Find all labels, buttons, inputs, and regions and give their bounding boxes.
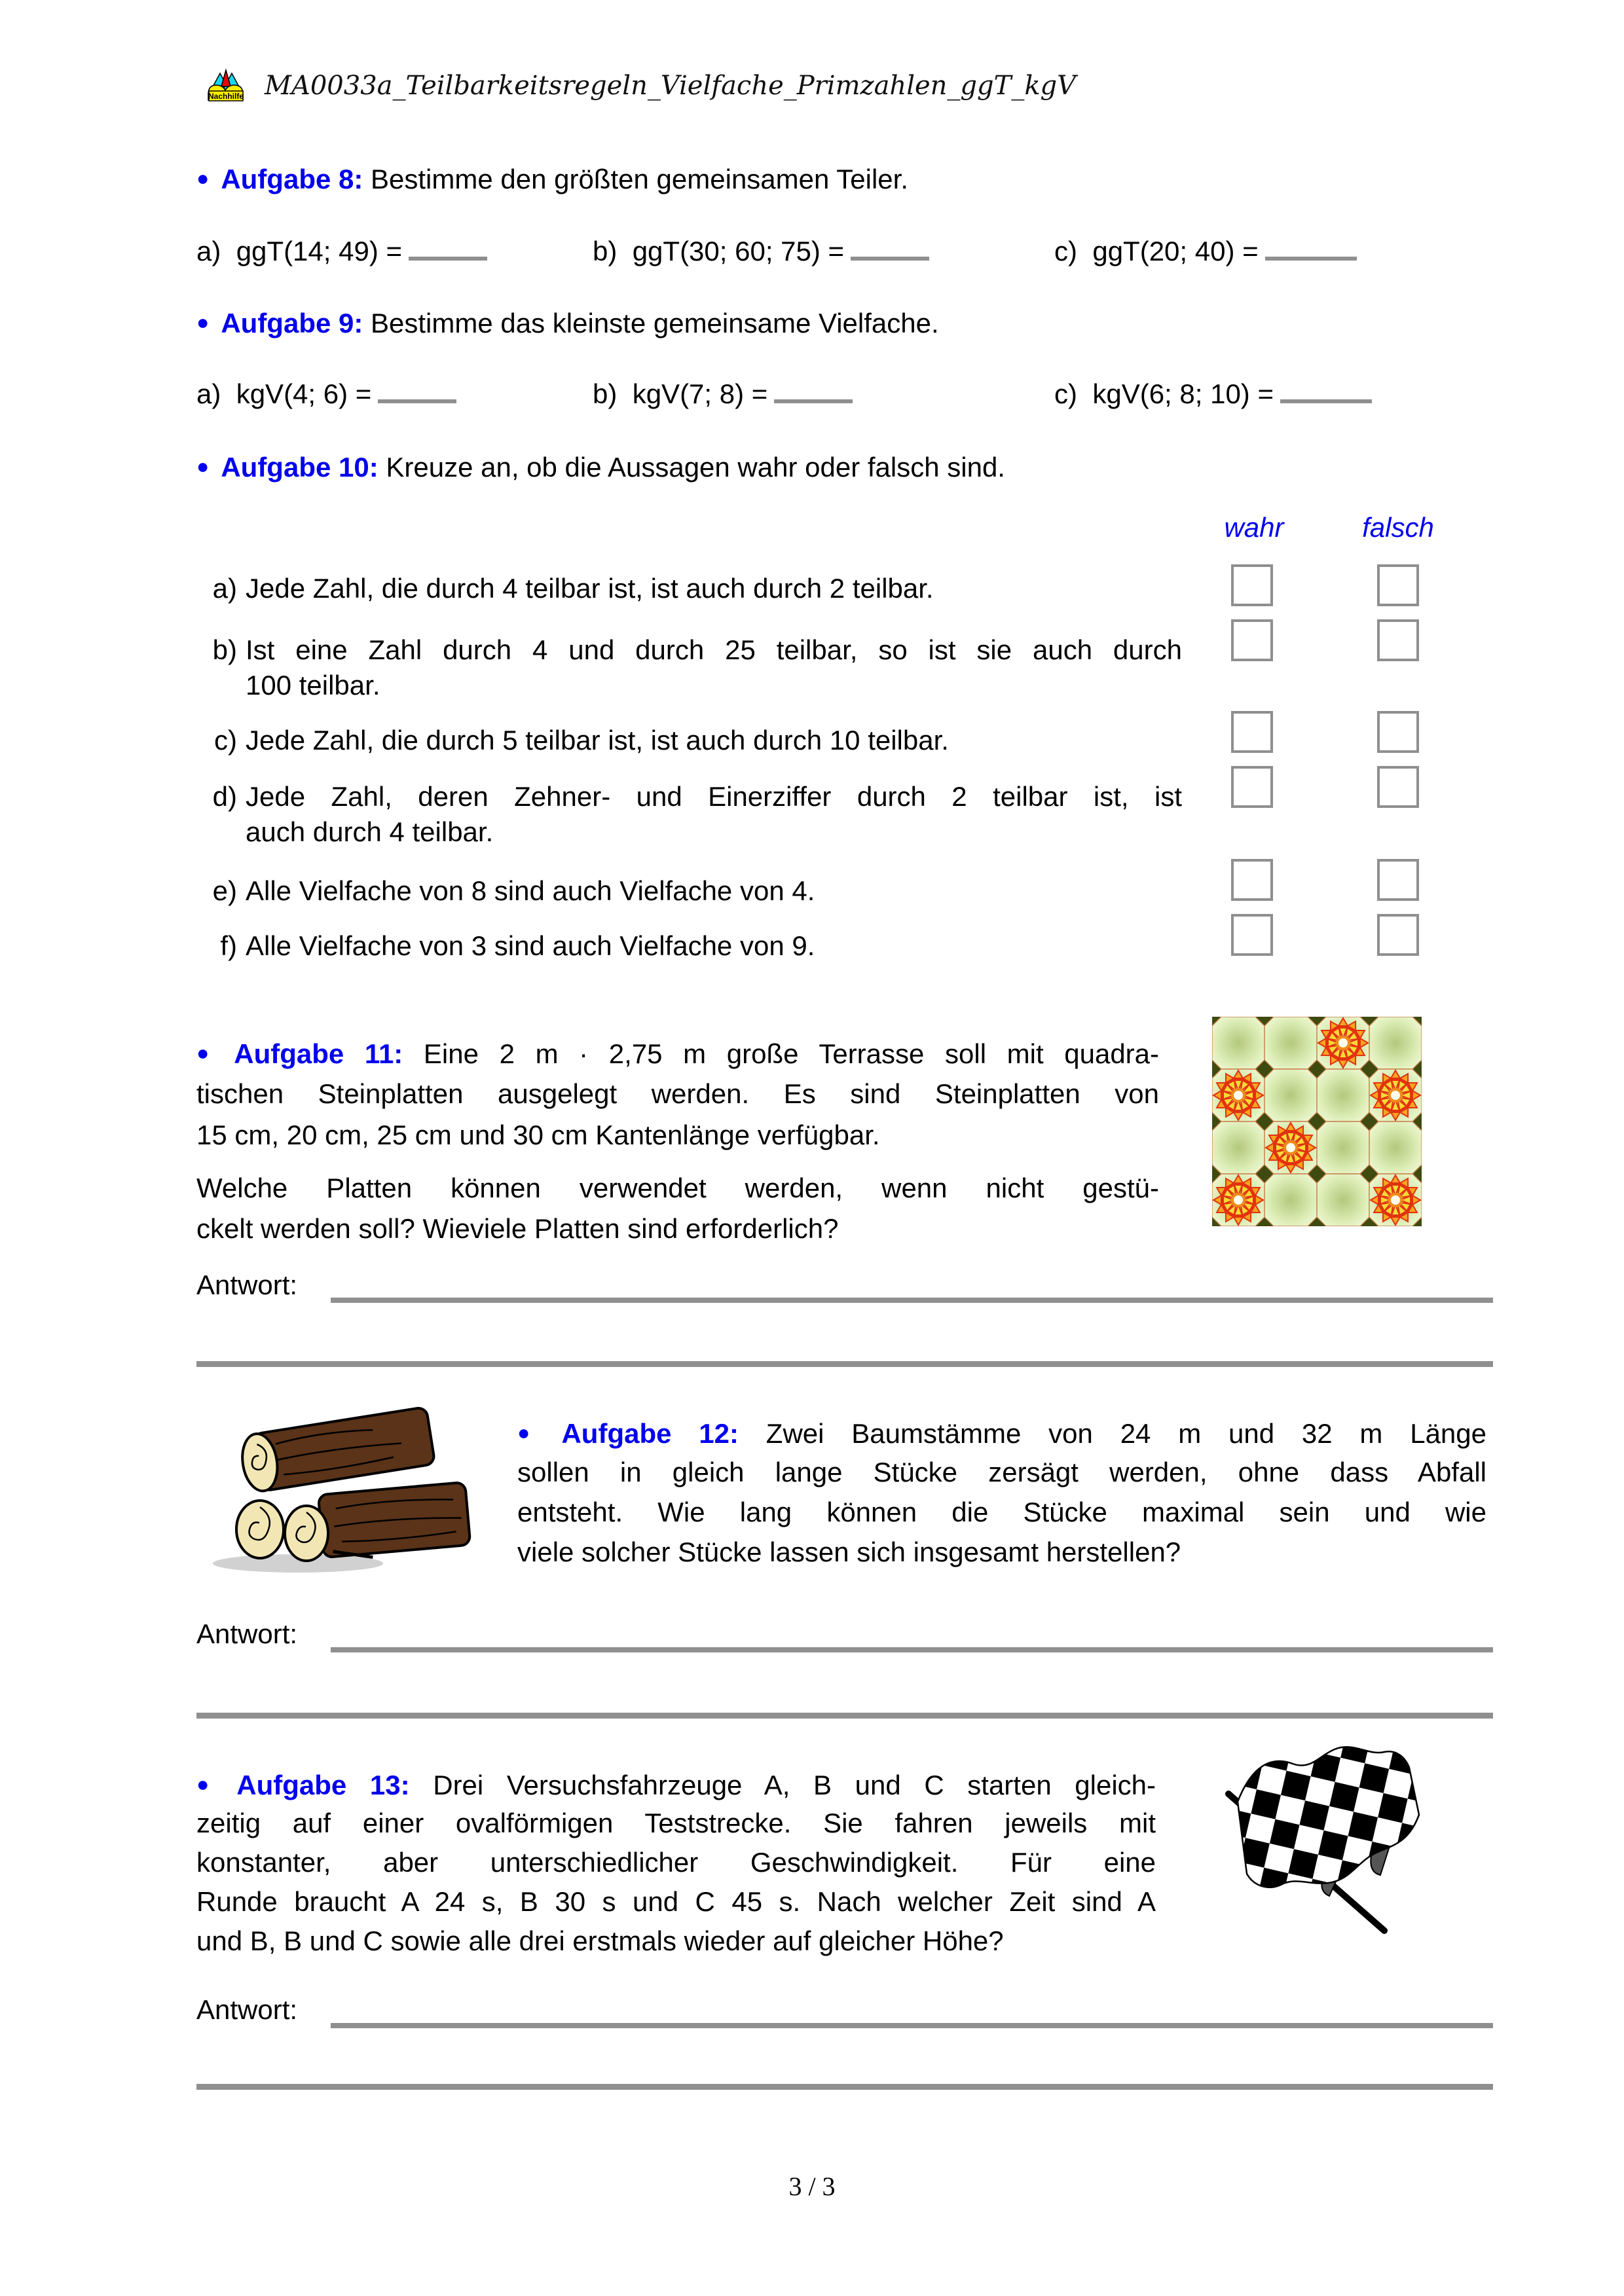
item-key: c) [1054,378,1077,409]
answer-blank[interactable] [851,236,929,261]
section-divider [196,2084,1493,2090]
task12-line3: entsteht. Wie lang können die Stücke maximal sein und wie [517,1497,1486,1527]
item-expression: ggT(30; 60; 75) = [632,236,845,266]
task12-heading [517,1416,1486,1450]
section-divider [196,1361,1493,1367]
answer-blank[interactable] [1265,236,1357,261]
statement-key: e) [212,875,237,906]
checkbox-wahr-c[interactable] [1231,711,1273,753]
column-header-wahr: wahr [1224,512,1284,543]
checkbox-falsch-c[interactable] [1377,711,1419,753]
item-key: b) [593,378,618,409]
statement-text: Jede Zahl, die durch 5 teilbar ist, ist auch durch 10 teilbar. [246,725,949,756]
checkbox-falsch-b[interactable] [1377,619,1419,661]
bullet-icon: ● [196,1041,223,1065]
task12-line4: viele solcher Stücke lassen sich insgesamt herstellen? [517,1537,1181,1567]
task9-item-a [196,378,456,410]
bullet-icon: ● [196,310,210,334]
task12-line2: sollen in gleich lange Stücke zersägt werden, ohne dass Abfall [517,1457,1486,1487]
answer-blank[interactable] [378,378,456,403]
statement-e [196,873,1182,909]
checkbox-falsch-f[interactable] [1377,914,1419,956]
statement-key: f) [220,930,237,961]
statement-key: c) [214,725,237,756]
task11-label: Aufgabe 11: [234,1038,403,1069]
statement-text: Jede Zahl, deren Zehner- und Einerziffer durch 2 teilbar ist, ist [246,781,1182,812]
task11-question-line1: Welche Platten können verwendet werden, wenn nicht gestü- [196,1173,1159,1203]
statement-a [196,571,1182,606]
task13-line5: und B, B und C sowie alle drei erstmals wieder auf gleicher Höhe? [196,1925,1004,1956]
task11-line2: tischen Steinplatten ausgelegt werden. Es sind Steinplatten von [196,1078,1159,1109]
item-expression: kgV(7; 8) = [632,378,768,409]
task8-item-b [593,236,929,267]
task12-line1: Zwei Baumstämme von 24 m und 32 m Länge [766,1418,1487,1449]
column-header-falsch: falsch [1362,512,1434,543]
page-number: 3 / 3 [788,2172,836,2201]
statement-key: b) [212,634,237,665]
task13-heading [196,1768,1156,1802]
task13-answer-label: Antwort: [196,1994,298,2025]
task8-label: Aufgabe 8: [221,164,363,194]
statement-text: Alle Vielfache von 3 sind auch Vielfache von 9. [246,930,815,961]
bullet-icon: ● [196,1772,225,1796]
item-key: c) [1054,236,1077,266]
statement-text: Alle Vielfache von 8 sind auch Vielfache von 4. [246,875,815,906]
checkered-flag-image [1219,1730,1430,1956]
bullet-icon: ● [196,454,210,478]
task11-question-line2: ckelt werden soll? Wieviele Platten sind erforderlich? [196,1213,839,1244]
task8-item-a [196,236,487,267]
task8-intro: Bestimme den größten gemeinsamen Teiler. [371,164,908,194]
checkbox-wahr-b[interactable] [1231,619,1273,661]
task13-label: Aufgabe 13: [236,1770,410,1800]
terrace-tiles-image [1210,1017,1424,1226]
statement-text: 100 teilbar. [246,670,380,701]
statement-key: a) [212,573,237,604]
task11-answer-line[interactable] [331,1298,1493,1303]
statement-d [196,779,1182,850]
checkbox-wahr-d[interactable] [1231,766,1273,808]
task11-answer-label: Antwort: [196,1269,298,1300]
checkbox-falsch-d[interactable] [1377,766,1419,808]
task9-intro: Bestimme das kleinste gemeinsame Vielfache. [371,308,939,338]
answer-blank[interactable] [409,236,487,261]
checkbox-wahr-f[interactable] [1231,914,1273,956]
task11-line1: Eine 2 m · 2,75 m große Terrasse soll mit quadra- [423,1038,1160,1069]
task13-answer-line[interactable] [331,2023,1493,2028]
task12-label: Aufgabe 12: [561,1418,739,1449]
item-expression: ggT(20; 40) = [1092,236,1259,266]
task8-item-c [1054,236,1357,267]
bullet-icon: ● [517,1421,550,1444]
checkbox-wahr-e[interactable] [1231,859,1273,901]
item-key: b) [593,236,618,266]
task10-heading [196,452,1005,483]
statement-key: d) [212,781,237,812]
bullet-icon: ● [196,166,210,190]
statement-c [196,723,1182,758]
checkbox-falsch-e[interactable] [1377,859,1419,901]
checkbox-falsch-a[interactable] [1377,564,1419,606]
task8-heading [196,164,908,195]
task13-line3: konstanter, aber unterschiedlicher Geschwindigkeit. Für eine [196,1847,1156,1878]
nachhilfe-logo [207,68,245,102]
statement-f [196,928,1182,964]
task9-item-c [1054,378,1372,410]
task12-answer-label: Antwort: [196,1618,298,1649]
task11-line3: 15 cm, 20 cm, 25 cm und 30 cm Kantenlänge verfügbar. [196,1120,880,1150]
logo-text: Nachhilfe [208,92,244,101]
task10-intro: Kreuze an, ob die Aussagen wahr oder falsch sind. [386,452,1005,483]
item-expression: ggT(14; 49) = [236,236,403,266]
statement-text: Ist eine Zahl durch 4 und durch 25 teilbar, so ist sie auch durch [246,634,1182,665]
task9-label: Aufgabe 9: [221,308,363,338]
checkbox-wahr-a[interactable] [1231,564,1273,606]
answer-blank[interactable] [774,378,853,403]
statement-text: Jede Zahl, die durch 4 teilbar ist, ist auch durch 2 teilbar. [246,573,934,604]
task9-heading [196,308,939,339]
section-divider [196,1713,1493,1719]
task11-heading [196,1036,1159,1070]
statement-b [196,632,1182,703]
task13-line2: zeitig auf einer ovalförmigen Teststrecke. Sie fahren jeweils mit [196,1808,1156,1838]
task13-line4: Runde braucht A 24 s, B 30 s und C 45 s. Nach welcher Zeit sind A [196,1886,1156,1917]
item-key: a) [196,378,221,409]
task10-label: Aufgabe 10: [221,452,378,483]
task9-item-b [593,378,853,410]
task13-line1: Drei Versuchsfahrzeuge A, B und C starten gleich- [433,1770,1156,1800]
item-expression: kgV(4; 6) = [236,378,372,409]
item-expression: kgV(6; 8; 10) = [1092,378,1274,409]
logs-image [200,1401,475,1576]
statement-text: auch durch 4 teilbar. [246,816,494,847]
item-key: a) [196,236,221,266]
answer-blank[interactable] [1280,378,1372,403]
task12-answer-line[interactable] [331,1647,1493,1652]
page-title: MA0033a_Teilbarkeitsregeln_Vielfache_Primzahlen_ggT_kgV [265,71,1077,101]
